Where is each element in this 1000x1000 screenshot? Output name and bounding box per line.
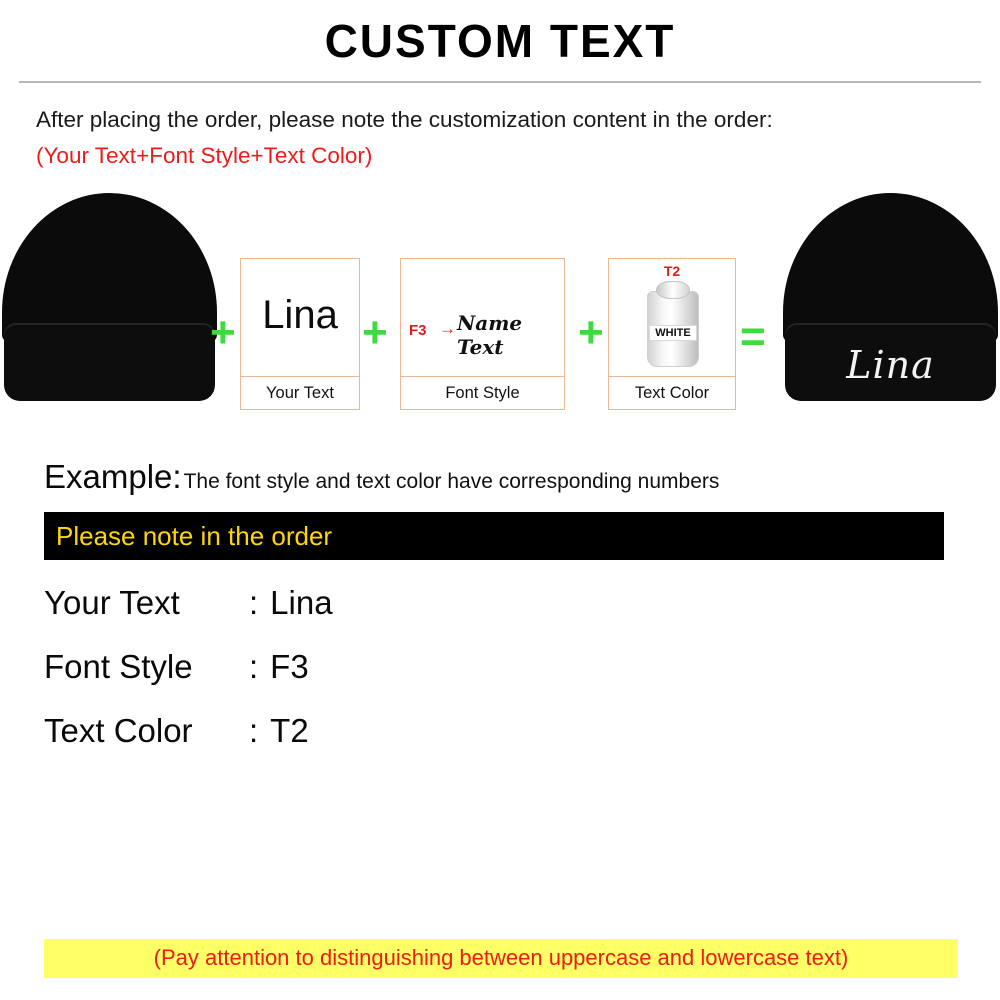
text-color-card <box>608 258 736 410</box>
spec-row <box>44 712 1000 750</box>
thread-spool-icon <box>643 281 701 367</box>
spec-key: Your Text <box>44 584 180 622</box>
intro-line-formula: (Your Text+Font Style+Text Color) <box>36 142 373 168</box>
font-style-card-label: Font Style <box>445 384 520 403</box>
spec-colon: : <box>249 712 259 750</box>
text-color-card-label: Text Color <box>634 384 710 403</box>
customized-beanie-embroidery: Lina <box>846 343 935 388</box>
font-style-card <box>400 258 565 410</box>
font-style-sample: Name Text <box>457 311 523 360</box>
customization-formula <box>0 193 1000 428</box>
text-color-code: T2 <box>663 263 681 280</box>
order-note-banner <box>44 512 944 560</box>
plus-operator-3: + <box>578 308 604 358</box>
spec-colon: : <box>249 648 259 686</box>
font-style-code: F3 <box>409 322 427 340</box>
intro-line-primary: After placing the order, please note the customization content in the order: <box>36 106 773 132</box>
beanie-crown <box>2 193 217 343</box>
customized-beanie-image <box>783 193 998 418</box>
spec-row <box>44 648 1000 686</box>
spec-value: T2 <box>270 712 309 750</box>
your-text-card <box>240 258 360 410</box>
example-note: The font style and text color have corresponding numbers <box>183 470 720 494</box>
intro-block <box>36 105 1000 172</box>
beanie-brim <box>4 323 215 401</box>
footer-warning-note: (Pay attention to distinguishing between uppercase and lowercase text) <box>44 939 958 978</box>
spec-colon: : <box>249 584 259 622</box>
arrow-icon: → <box>439 319 456 339</box>
your-text-card-label: Your Text <box>266 384 334 403</box>
spool-color-label: WHITE <box>649 325 697 341</box>
example-label: Example: <box>44 458 182 496</box>
plus-operator-1: + <box>210 308 236 358</box>
spec-key: Font Style <box>44 648 193 686</box>
header-divider <box>19 81 981 83</box>
equals-operator: = <box>740 312 766 362</box>
spec-value: Lina <box>270 584 333 622</box>
order-note-banner-text: Please note in the order <box>56 520 333 551</box>
spec-key: Text Color <box>44 712 193 750</box>
spool-top <box>656 281 690 299</box>
spec-row <box>44 584 1000 622</box>
page-title: CUSTOM TEXT <box>324 15 676 67</box>
card-divider <box>241 376 359 377</box>
spec-value: F3 <box>270 648 309 686</box>
example-row <box>44 458 1000 496</box>
card-divider <box>401 376 564 377</box>
your-text-sample: Lina <box>262 293 338 338</box>
blank-beanie-image <box>2 193 217 418</box>
card-divider <box>609 376 735 377</box>
spec-list <box>44 584 1000 750</box>
beanie-crown <box>783 193 998 343</box>
plus-operator-2: + <box>362 308 388 358</box>
